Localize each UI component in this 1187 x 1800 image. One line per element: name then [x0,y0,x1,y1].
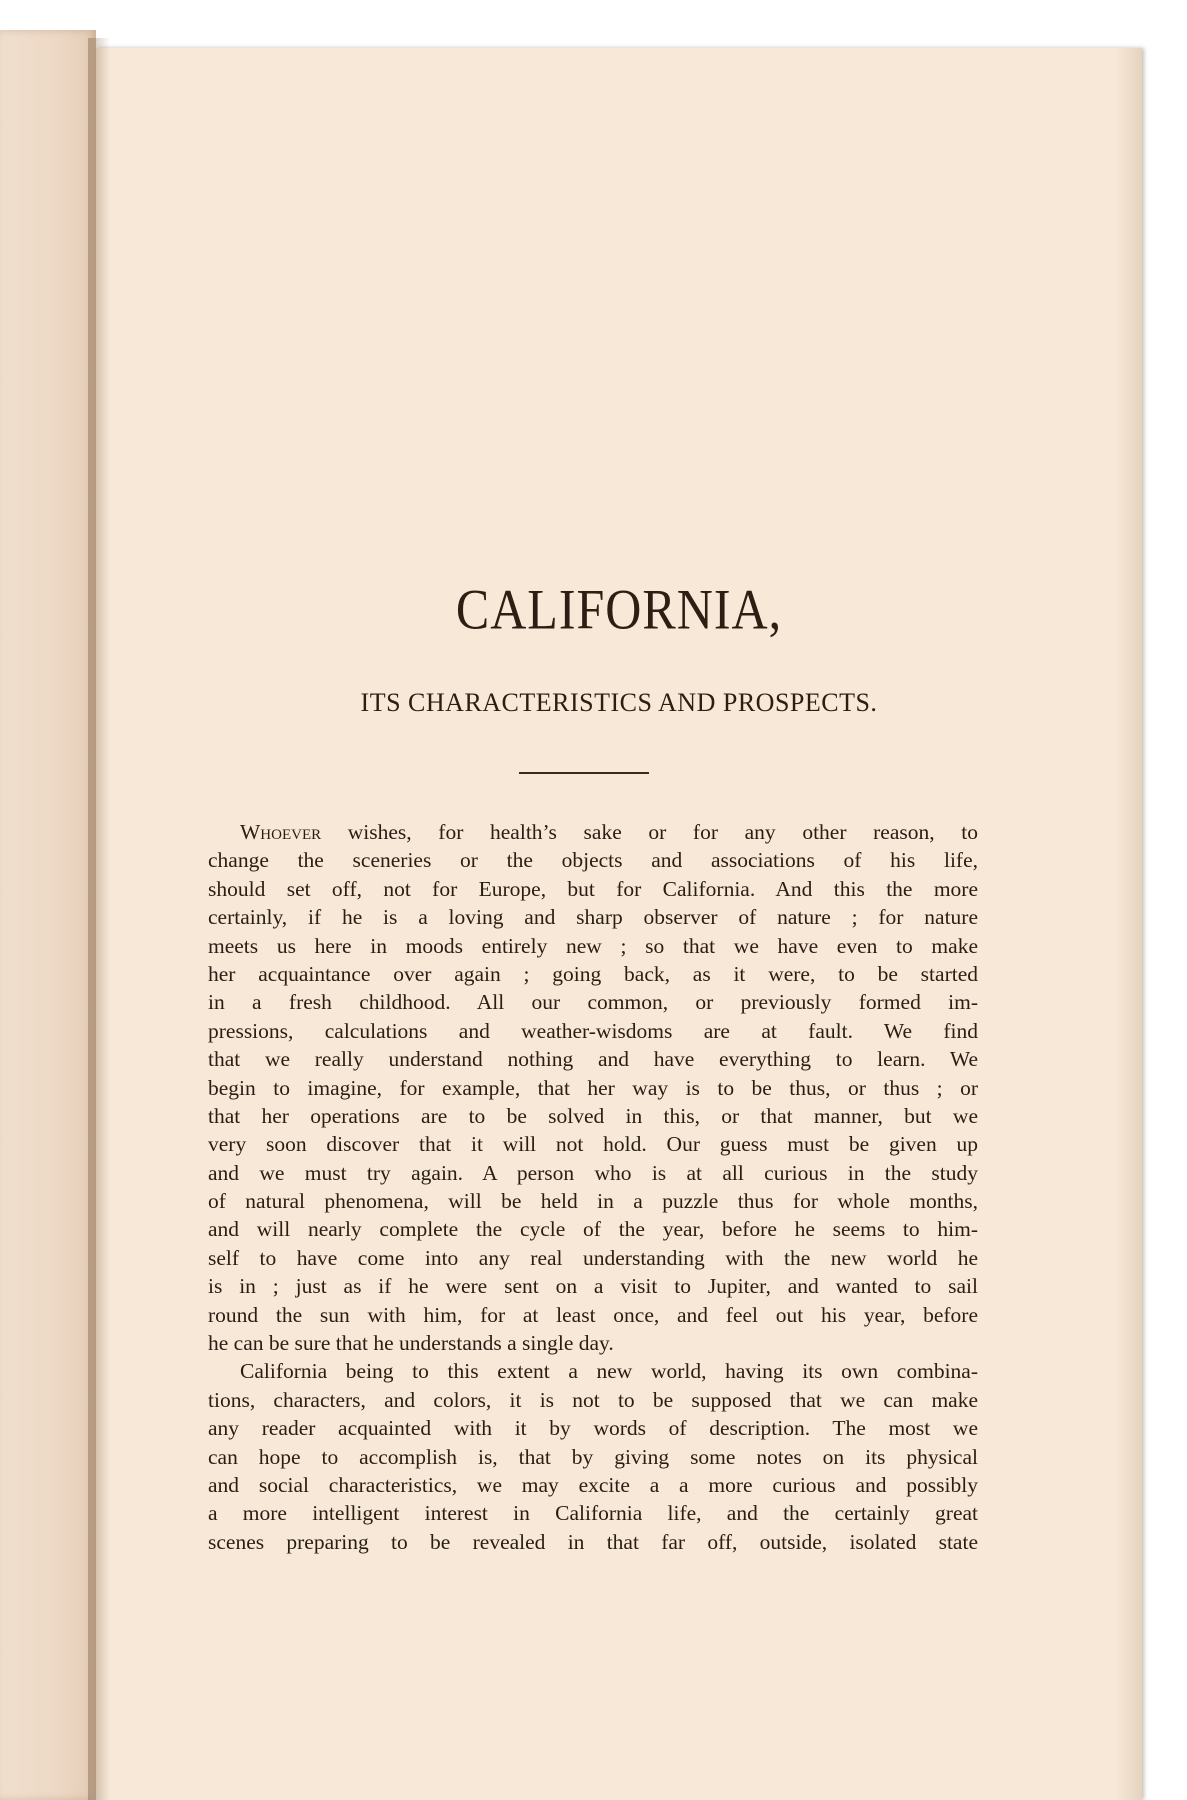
text-line: is in ; just as if he were sent on a visit to Jupiter, and wanted to sail [208,1274,978,1299]
text-line: scenes preparing to be revealed in that far off, outside, isolated state [208,1529,978,1554]
paragraph-2 [208,1357,978,1556]
text-line: begin to imagine, for example, that her way is to be thus, or thus ; or [208,1075,978,1100]
text-line: of natural phenomena, will be held in a puzzle thus for whole months, [208,1189,978,1214]
text-line: and will nearly complete the cycle of the year, before he seems to him- [208,1217,978,1242]
text-line: should set off, not for Europe, but for California. And this the more [208,876,978,901]
text-line: can hope to accomplish is, that by giving some notes on its physical [208,1444,978,1469]
text-line: and we must try again. A person who is at all curious in the study [208,1160,978,1185]
text-line: very soon discover that it will not hold. Our guess must be given up [208,1132,978,1157]
page-subtitle: ITS CHARACTERISTICS AND PROSPECTS. [360,688,878,717]
text-line: in a fresh childhood. All our common, or previously formed im- [208,990,978,1015]
lead-word: Whoever [240,820,322,844]
paragraph-1 [208,818,978,1357]
page-title: CALIFORNIA, [455,576,783,642]
title-rule [519,772,649,774]
text-line: tions, characters, and colors, it is not to be supposed that we can make [208,1387,978,1412]
text-line: change the sceneries or the objects and associations of his life, [208,848,978,873]
text-line: he can be sure that he understands a single day. [208,1331,614,1356]
text-line: a more intelligent interest in California life, and the certainly great [208,1501,978,1526]
text-line [208,818,978,846]
text-line: any reader acquainted with it by words of description. The most we [208,1416,978,1441]
page-gutter [88,38,110,1800]
facing-page [0,30,96,1800]
text-line: her acquaintance over again ; going back, as it were, to be started [208,961,978,986]
text-line: pressions, calculations and weather-wisdoms are at fault. We find [208,1018,978,1043]
text-line: meets us here in moods entirely new ; so that we have even to make [208,933,978,958]
page-edge [1116,48,1142,1800]
article-body [208,818,978,1556]
text-line: self to have come into any real understanding with the new world he [208,1245,978,1270]
text-line: and social characteristics, we may excite a a more curious and possibly [208,1472,978,1497]
text-line: that we really understand nothing and have everything to learn. We [208,1047,978,1072]
text-line: that her operations are to be solved in this, or that manner, but we [208,1103,978,1128]
first-line-rest: wishes, for health’s sake or for any other reason, to [321,820,978,844]
text-line: California being to this extent a new world, having its own combina- [240,1359,978,1384]
text-line: round the sun with him, for at least once, and feel out his year, before [208,1302,978,1327]
text-line: certainly, if he is a loving and sharp observer of nature ; for nature [208,905,978,930]
